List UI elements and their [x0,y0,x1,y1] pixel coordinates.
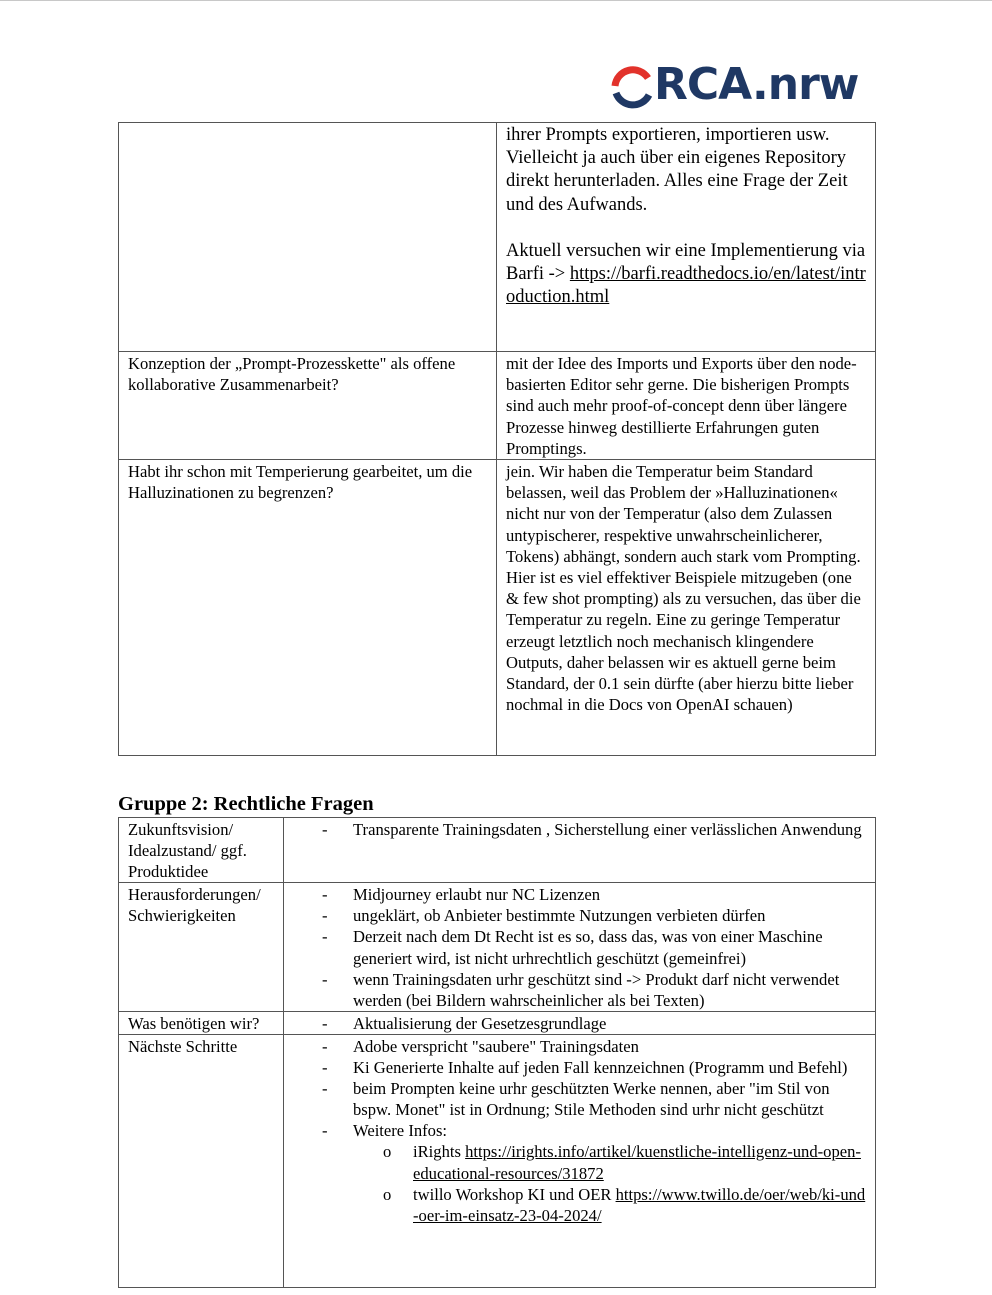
list-item-text: Ki Generierte Inhalte auf jeden Fall kennzeichnen (Programm und Befehl) [353,1058,848,1078]
question-cell: Habt ihr schon mit Temperierung gearbeitet, um die Halluzinationen zu begrenzen? [119,460,497,756]
list-item-text: Weitere Infos: [353,1121,448,1141]
list-item [293,905,867,926]
legal-questions-table [118,817,876,1288]
dash-marker: - [322,1121,328,1141]
dash-marker: - [322,1036,328,1056]
bullet-list [293,1036,867,1226]
sub-item-text: iRights [413,1142,466,1162]
irights-link[interactable]: https://irights.info/artikel/kuenstliche-intelligenz-und-open-educational-resources/31872 [413,1142,861,1183]
list-item-text: Adobe verspricht "saubere" Trainingsdaten [353,1036,639,1056]
table-row [119,352,876,460]
list-item-text: Transparente Trainingsdaten , Sicherstellung einer verlässlichen Anwendung [353,820,862,839]
sub-list-item [353,1184,867,1226]
list-item-text: ungeklärt, ob Anbieter bestimmte Nutzungen verbieten dürfen [353,906,766,926]
table-row [119,123,876,352]
row-content [284,1034,876,1287]
row-label: Herausforderungen/ Schwierigkeiten [119,883,284,1012]
list-item [293,1120,867,1225]
dash-marker: - [322,1058,328,1078]
list-item [293,1013,867,1034]
list-item-text: wenn Trainingsdaten urhr geschützt sind -> Produkt darf nicht verwendet werden (bei Bildern wahrscheinlicher als bei Texten) [353,969,840,1010]
barfi-docs-link[interactable]: https://barfi.readthedocs.io/en/latest/introduction.html [506,264,866,308]
table-cell-left [119,123,497,352]
dash-marker: - [322,820,328,839]
list-item-text: Derzeit nach dem Dt Recht ist es so, dass das, was von einer Maschine generiert wird, ist nicht urhrechtlich geschützt (gemeinfrei) [353,927,823,968]
row-label: Was benötigen wir? [119,1011,284,1034]
list-item-text: Aktualisierung der Gesetzesgrundlage [353,1013,607,1033]
row-content [284,883,876,1012]
answer-cell: jein. Wir haben die Temperatur beim Standard belassen, weil das Problem der »Halluzinationen« nicht nur von der Temperatur (also dem Zulassen untypischerer, respektive unwahrscheinlicherer, Tokens) abhängt, sondern auch stark vom Prompting. Hier ist es viel effektiver Beispiele mitzugeben (one & few shot prompting) als zu versuchen, das über die Temperatur zu regeln. Eine zu geringe Temperatur erzeugt letztlich noch mechanisch klingendere Outputs, daher belassen wir es aktuell gerne beim Standard, der 0.1 sein dürfte (aber hierzu bitte lieber nochmal in die Docs von OpenAI schauen) [497,460,876,756]
list-item [293,969,867,1011]
paragraph-gap [506,217,867,240]
row-content [284,1011,876,1034]
discussion-table [118,122,876,756]
orca-logo [610,59,880,112]
orca-logo-text [654,60,858,110]
section-heading: Gruppe 2: Rechtliche Fragen [118,793,374,815]
sub-list-item [353,1141,867,1183]
table-row [119,460,876,756]
answer-text: Aktuell versuchen wir eine Implementierung via Barfi -> [506,240,866,285]
table-row [119,883,876,1012]
dash-marker: - [322,906,328,926]
sub-list [293,1141,867,1225]
table-row [119,818,876,883]
twillo-link[interactable]: https://www.twillo.de/oer/web/ki-und-oer-im-einsatz-23-04-2024/ [413,1184,866,1225]
list-item [293,1078,867,1120]
sub-item-text: twillo Workshop KI und OER [413,1184,616,1204]
table-cell-right [497,123,876,352]
row-label: Nächste Schritte [119,1034,284,1287]
list-item [293,926,867,968]
logo-wordmark: RCA.nrw [654,59,859,110]
list-item [293,1036,867,1057]
dash-marker: - [322,1013,328,1033]
list-item [293,1057,867,1078]
list-item [293,819,867,840]
circle-marker: o [383,1184,392,1204]
table-row [119,1034,876,1287]
circle-marker: o [383,1142,392,1162]
dash-marker: - [322,1079,328,1099]
table-row [119,1011,876,1034]
dash-marker: - [322,969,328,989]
bullet-list [293,1013,867,1034]
row-content [284,818,876,883]
question-cell: Konzeption der „Prompt-Prozesskette" als offene kollaborative Zusammenarbeit? [119,352,497,460]
list-item [293,884,867,905]
dash-marker: - [322,885,328,905]
bullet-list [293,884,867,1011]
answer-paragraph-2 [506,240,867,310]
list-item-text: Midjourney erlaubt nur NC Lizenzen [353,885,600,905]
dash-marker: - [322,927,328,947]
answer-cell: mit der Idee des Imports und Exports über den node-basierten Editor sehr gerne. Die bisherigen Prompts sind auch mehr proof-of-concept denn über längere Prozesse hinweg destillierte Erfahrungen guten Promptings. [497,352,876,460]
bullet-list [293,819,867,840]
answer-paragraph: ihrer Prompts exportieren, importieren usw. Vielleicht ja auch über ein eigenes Repository direkt herunterladen. Alles eine Frage der Zeit und des Aufwands. [506,125,848,215]
list-item-text: beim Prompten keine urhr geschützten Werke nennen, aber "im Stil von bspw. Monet" ist in Ordnung; Stile Methoden sind urhr nicht geschützt [353,1079,830,1120]
page-top-border [0,0,992,1]
row-label: Zukunftsvision/ Idealzustand/ ggf. Produktidee [119,818,284,883]
